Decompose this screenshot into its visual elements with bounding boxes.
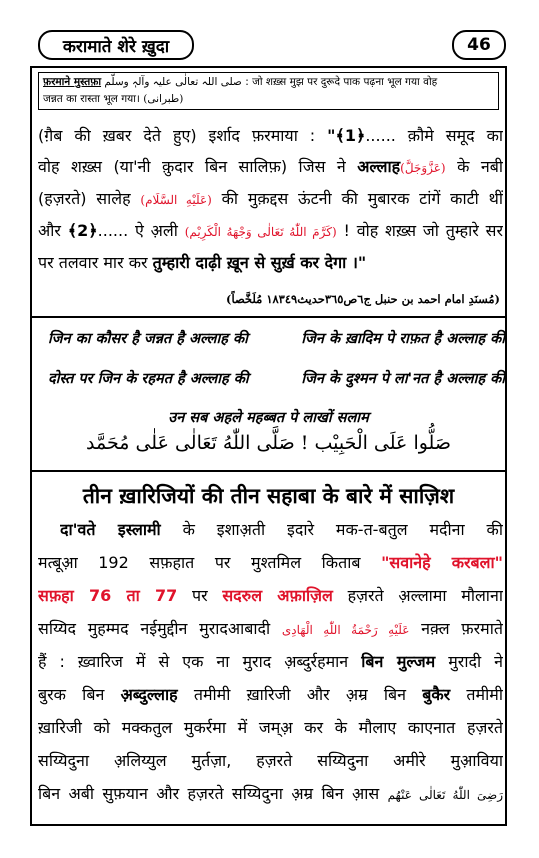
hadith-reference: (مُسنَدِ امام احمد بن حنبل ج٦ص٣٦٥حدیث١٨٣٤٩ مُلَخَّصاً) [226,292,500,306]
text-run: हज़रते अ़ल्लामा मौलाना [332,586,503,605]
text-run: तमीमी [450,685,503,704]
text-run: वोह शख़्स (या'नी क़ुदार बिन सालिफ़) जिस ने [38,157,358,176]
text-run: (हज़रते) सालेह [38,189,141,208]
passage2-line-4 [38,619,503,640]
text-run: मत्बूआ़ 192 सफ़हात पर मुश्तमिल किताब [38,553,382,572]
page-number: 46 [467,35,491,55]
passage2-line-3 [38,586,503,606]
couplet-2-right: दोस्त पर जिन के रहमत है अल्लाह की [48,371,249,387]
book-title: करामाते शेरे ख़ुदा [62,36,170,57]
farmaan-line-1 [43,74,494,91]
couplet-1-right: जिन का कौसर है जन्नत है अल्लाह की [48,331,248,347]
passage1-line-3 [38,189,503,210]
dua-phrase: (عَلَیْهِ السَّلَام) [140,193,212,207]
passage1-line-4 [38,221,503,242]
passage2-line-2 [38,553,503,573]
durood-line: صَلُّوا عَلَی الْحَبِیْب ! صَلَّی اللّٰهُ تَعَالٰی عَلٰی مُحَمَّد [86,432,451,454]
dua-phrase: (کَرَّمَ اللّٰهُ تَعَالٰی وَجْهَهُ الْکَرِیْم) [184,225,337,239]
text-run: सय्यिद मुहम्मद नईमुद्दीन मुरादआबादी [38,619,282,638]
farmaan-text-2: जन्नत का रास्ता भूल गया। [43,93,140,105]
passage1-line-2 [38,157,503,178]
farmaan-label: फ़रमाने मुस्तफ़ा [43,76,102,88]
book-title-badge [38,30,194,60]
person-name: अ़ब्दुल्लाह [120,685,178,704]
farmaan-line-2 [43,91,494,108]
passage2-line-5 [38,652,503,672]
passage1-line-5 [38,253,503,273]
text-run: की मुक़द्दस ऊंटनी की मुबारक टांगें काटी थीं [211,189,503,208]
passage2-line-9 [38,784,503,805]
person-name: बुकैर [422,685,451,704]
section-heading: तीन ख़ारिजियों की तीन सहाबा के बारे में साज़िश [82,484,455,508]
text-run: बिन अबी सुफ़यान और हज़रते सय्यिदुना अ़म्र बिन आ़स [38,784,388,803]
text-run: ! वोह शख़्स जो तुम्हारे सर [336,221,503,240]
person-name: बिन मुल्जम [361,652,436,671]
text-run: नक़्ल फ़रमाते [409,619,503,638]
divider-bottom [30,470,507,472]
farmaan-source: (طبرانی) [143,93,184,105]
text-run: तमीमी ख़ारिजी और अ़म्र बिन [177,685,423,704]
highlighted-prophecy: तुम्हारी दाढ़ी ख़ून से सुर्ख़ कर देगा ।" [152,253,367,272]
saying-number-1: "﴾1﴿ [327,126,366,145]
couplet-2-left: जिन के दुश्मन पे ला'नत है अल्लाह की [301,371,505,387]
text-run: सय्यिदुना अ़लिय्युल मुर्तज़ा, हज़रते सय्यिदुना अमीरे मुआ़विया [38,751,503,770]
farmaan-box [38,72,499,110]
author-title: सदरुल अफ़ाज़िल [222,586,333,605]
text-run: के नबी [445,157,503,176]
text-run: ...... ऐ अ़ली [97,221,185,240]
farmaan-text-1: : जो शख़्स मुझ पर दुरूदे पाक पढ़ना भूल गया वोह [245,76,438,88]
book-name: "सवानेहे करबला" [381,553,503,572]
text-run: पर तलवार मार कर [38,253,153,272]
divider-top [30,316,507,318]
passage1-line-1 [38,126,503,146]
text-run: मुरादी ने [435,652,503,671]
dua-phrase: رَضِیَ اللّٰهُ تَعَالٰی عَنْهُم [387,788,503,802]
passage2-line-8 [38,751,503,771]
text-run: हैं : ख़्वारिज में से एक ना मुराद अ़ब्दुर्रहमान [38,652,362,671]
passage2-line-6 [38,685,503,705]
salam-line: उन सब अहले महब्बत पे लाखों सलाम [168,410,369,426]
text-run: ...... क़ौमे समूद का [365,126,503,145]
text-run: और [38,221,68,240]
text-run: (ग़ैब की ख़बर देते हुए) इर्शाद फ़रमाया : [38,126,328,145]
text-run: के इशाअ़ती इदारे मक-त-बतुल मदीना की [160,520,503,539]
passage2-line-7 [38,718,503,738]
farmaan-salawat: صلی اللہ تعالٰی علیہ وآلہٖ وسلّم [104,76,242,88]
text-run: पर [177,586,223,605]
dua-phrase: عَلَیْهِ رَحْمَةُ اللّٰهِ الْهَادِی [281,623,410,637]
couplet-1-left: जिन के ख़ादिम पे राफ़त है अल्लाह की [301,331,505,347]
allah-word: अल्लाह [357,157,401,176]
text-run: बुरक बिन [38,685,121,704]
page-number-badge [452,30,506,60]
text-run: ख़ारिजी को मक्कतुल मुकर्रमा में जम्अ़ कर के मौलाए काएनात हज़रते [38,718,503,737]
dawat-e-islami: दा'वते इस्लामी [60,520,161,539]
dua-phrase: (عَزَّوَجَلَّ) [400,161,446,175]
page-range: सफ़हा 76 ता 77 [38,586,178,605]
saying-number-2: ﴾2﴿ [67,221,98,240]
passage2-line-1 [60,520,503,540]
